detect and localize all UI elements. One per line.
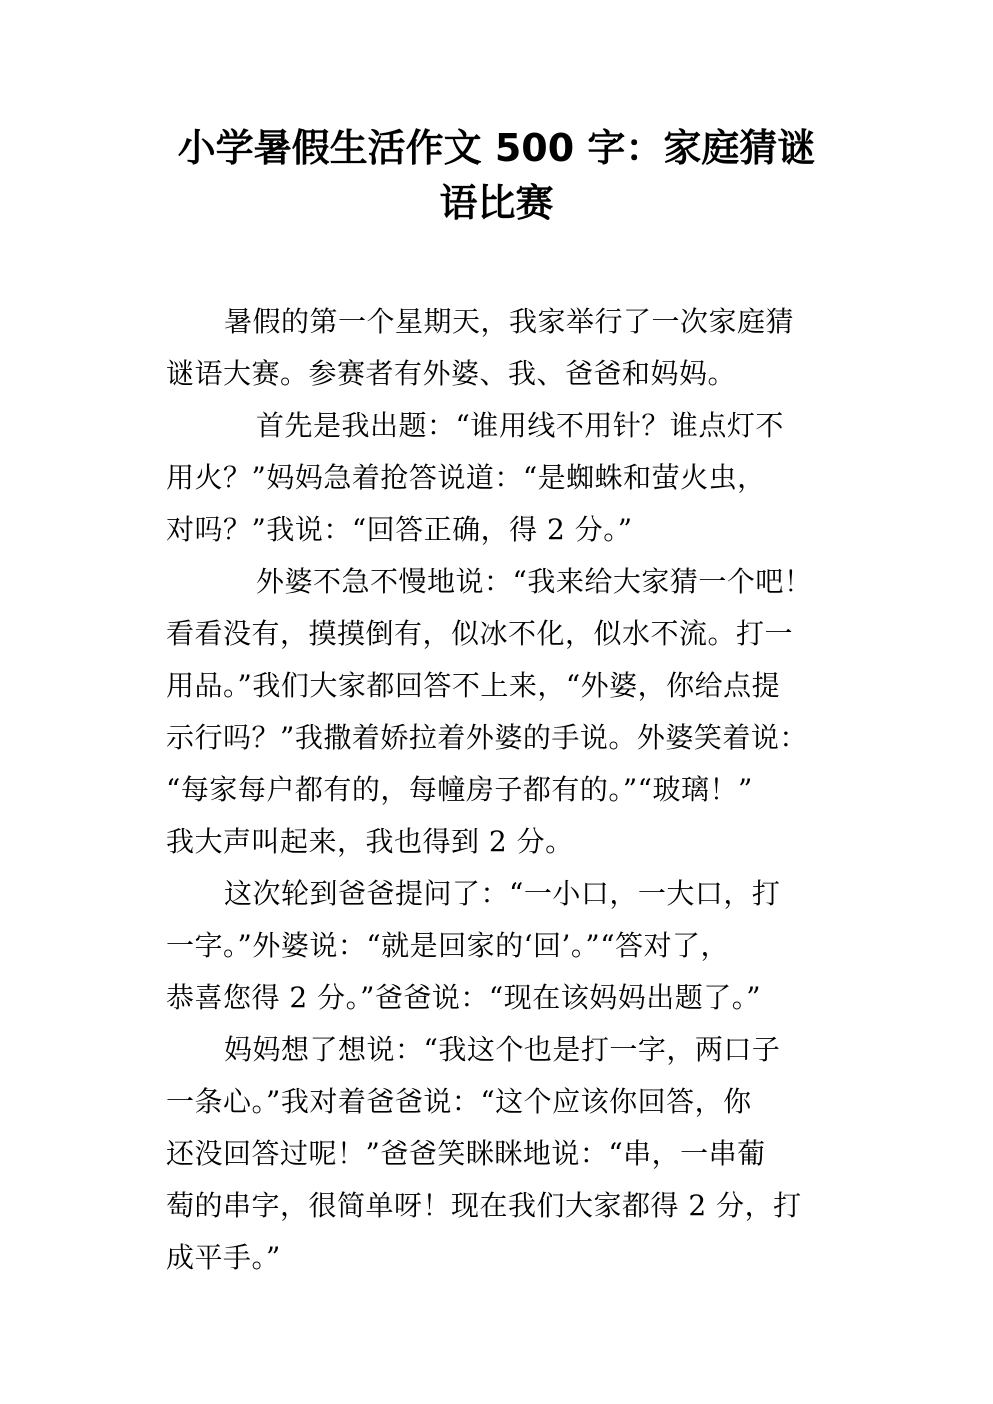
paragraph-line: 外婆不急不慢地说：“我来给大家猜一个吧！ xyxy=(256,565,813,598)
paragraph-line: 恭喜您得 2 分。”爸爸说：“现在该妈妈出题了。” xyxy=(166,981,762,1014)
paragraph-line: 还没回答过呢！”爸爸笑眯眯地说：“串，一串葡 xyxy=(166,1137,766,1170)
paragraph-line: “每家每户都有的，每幢房子都有的。”“玻璃！” xyxy=(166,773,753,806)
document-title-line-2: 语比赛 xyxy=(439,181,554,225)
document-title-line-1: 小学暑假生活作文 500 字：家庭猜谜 xyxy=(177,126,816,170)
paragraph-line: 暑假的第一个星期天，我家举行了一次家庭猜 xyxy=(224,305,795,338)
paragraph-line: 首先是我出题：“谁用线不用针？谁点灯不 xyxy=(256,409,784,442)
paragraph-line: 示行吗？”我撒着娇拉着外婆的手说。外婆笑着说： xyxy=(166,721,808,754)
paragraph-line: 萄的串字，很简单呀！现在我们大家都得 2 分，打 xyxy=(166,1189,802,1222)
paragraph-line: 谜语大赛。参赛者有外婆、我、爸爸和妈妈。 xyxy=(166,357,737,390)
paragraph-line: 用火？”妈妈急着抢答说道：“是蜘蛛和萤火虫， xyxy=(166,461,766,494)
paragraph-line: 看看没有，摸摸倒有，似冰不化，似水不流。打一 xyxy=(166,617,794,650)
paragraph-line: 一字。”外婆说：“就是回家的‘回’。”“答对了， xyxy=(166,929,730,962)
paragraph-line: 对吗？”我说：“回答正确，得 2 分。” xyxy=(166,513,633,546)
paragraph-line: 一条心。”我对着爸爸说：“这个应该你回答，你 xyxy=(166,1085,752,1118)
paragraph-line: 用品。”我们大家都回答不上来，“外婆，你给点提 xyxy=(166,669,781,702)
paragraph-line: 妈妈想了想说：“我这个也是打一字，两口子 xyxy=(224,1033,781,1066)
paragraph-line: 这次轮到爸爸提问了：“一小口，一大口，打 xyxy=(224,877,781,910)
paragraph-line: 我大声叫起来，我也得到 2 分。 xyxy=(166,825,574,858)
paragraph-line: 成平手。” xyxy=(166,1241,281,1274)
